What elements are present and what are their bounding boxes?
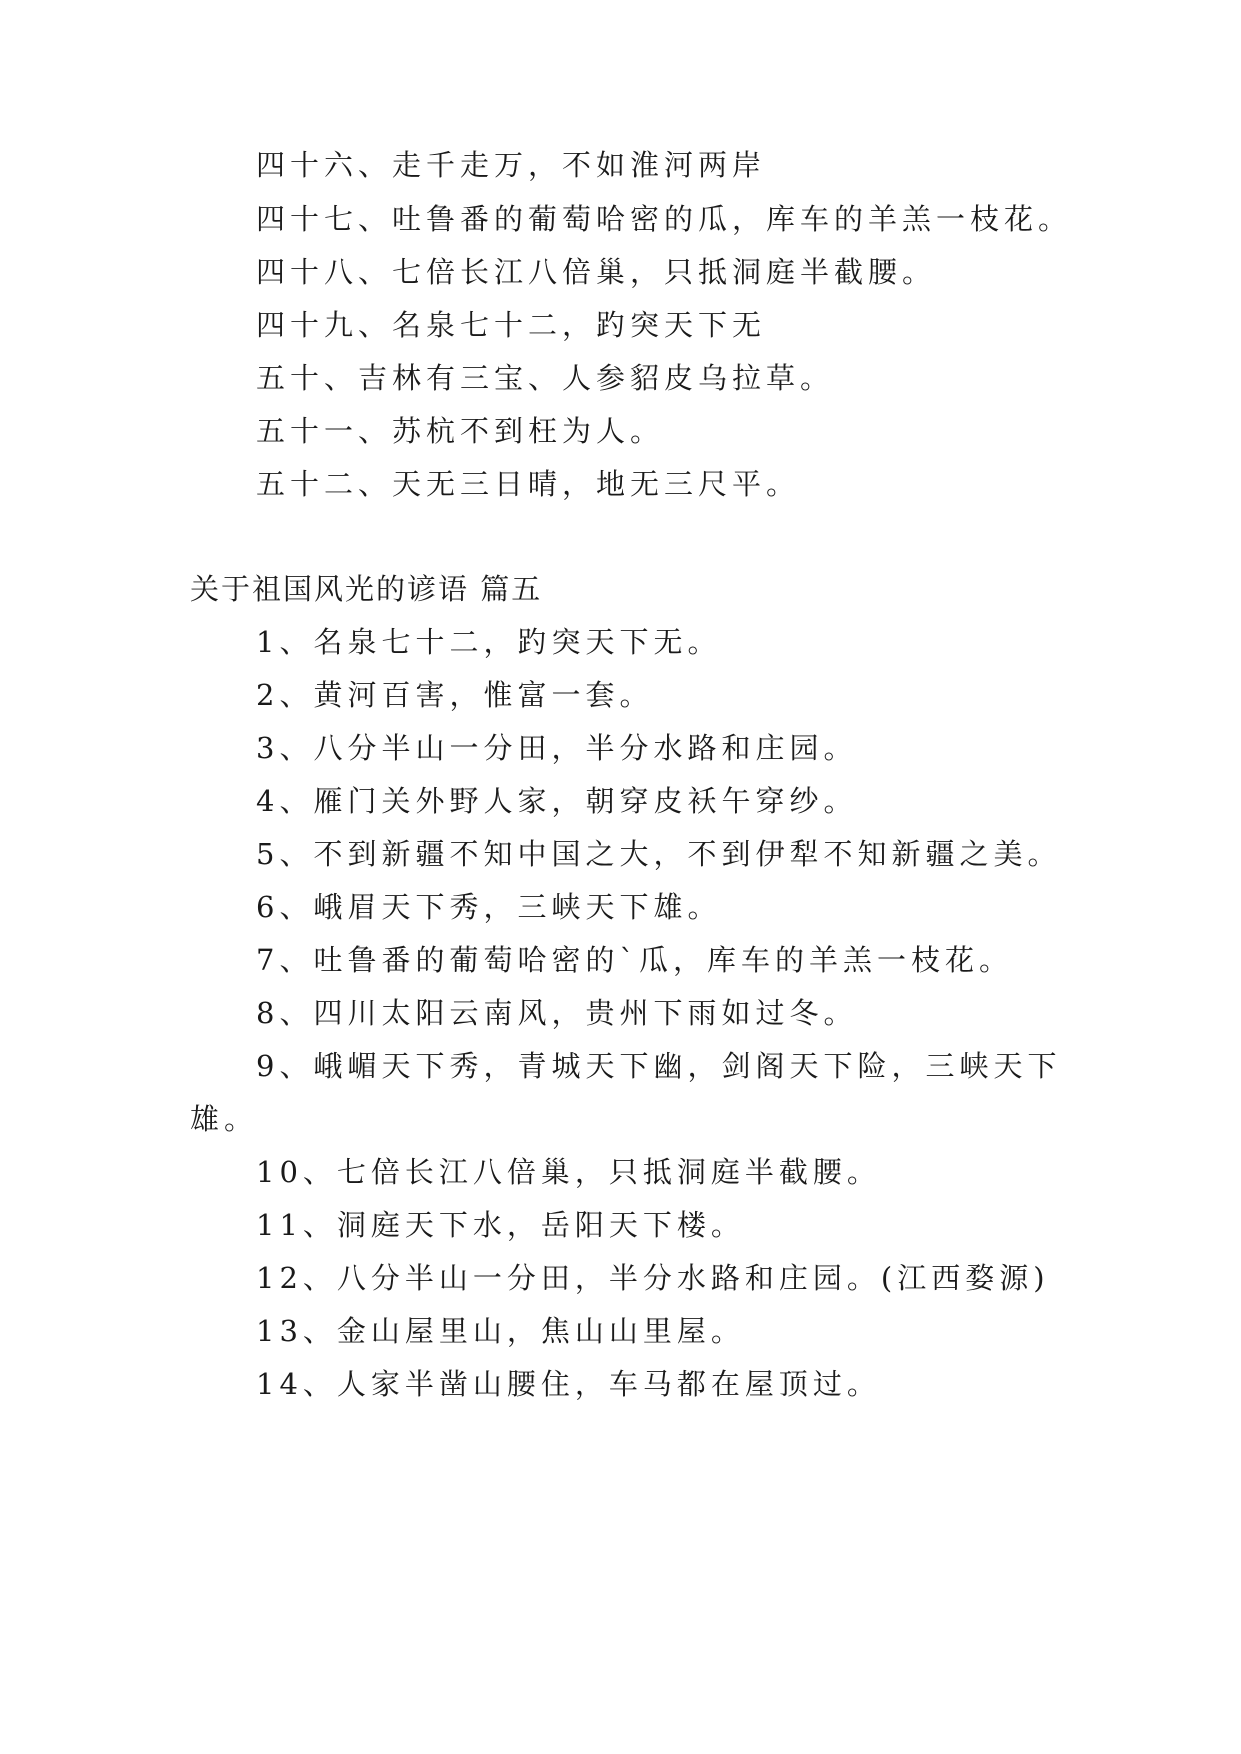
proverb-item-4: 4、雁门关外野人家，朝穿皮袄午穿纱。 (256, 784, 858, 818)
proverb-51: 五十一、苏杭不到枉为人。 (256, 414, 665, 448)
proverb-item-5: 5、不到新疆不知中国之大，不到伊犁不知新疆之美。 (256, 837, 1062, 871)
proverb-49: 四十九、名泉七十二，趵突天下无 (256, 308, 767, 342)
proverb-48: 四十八、七倍长江八倍巢，只抵洞庭半截腰。 (256, 255, 937, 289)
proverb-item-11: 11、洞庭天下水，岳阳天下楼。 (256, 1208, 745, 1242)
proverb-item-12: 12、八分半山一分田，半分水路和庄园。(江西婺源) (256, 1261, 1050, 1295)
proverb-46: 四十六、走千走万，不如淮河两岸 (256, 148, 767, 182)
proverb-50: 五十、吉林有三宝、人参貂皮乌拉草。 (256, 361, 835, 395)
proverb-item-8: 8、四川太阳云南风，贵州下雨如过冬。 (256, 996, 858, 1030)
proverb-47: 四十七、吐鲁番的葡萄哈密的瓜，库车的羊羔一枝花。 (256, 202, 1073, 236)
proverb-item-1: 1、名泉七十二，趵突天下无。 (256, 625, 722, 659)
proverb-item-13: 13、金山屋里山，焦山山里屋。 (256, 1314, 745, 1348)
proverb-item-9-continuation: 雄。 (190, 1102, 259, 1136)
proverb-item-2: 2、黄河百害，惟富一套。 (256, 678, 654, 712)
proverb-item-3: 3、八分半山一分田，半分水路和庄园。 (256, 731, 858, 765)
proverb-item-6: 6、峨眉天下秀，三峡天下雄。 (256, 890, 722, 924)
proverb-item-9: 9、峨嵋天下秀，青城天下幽，剑阁天下险，三峡天下 (256, 1049, 1062, 1083)
proverb-52: 五十二、天无三日晴，地无三尺平。 (256, 467, 801, 501)
proverb-item-14: 14、人家半凿山腰住，车马都在屋顶过。 (256, 1367, 881, 1401)
proverb-item-7: 7、吐鲁番的葡萄哈密的`瓜，库车的羊羔一枝花。 (256, 943, 1013, 977)
proverb-item-10: 10、七倍长江八倍巢，只抵洞庭半截腰。 (256, 1155, 881, 1189)
section-heading: 关于祖国风光的谚语 篇五 (190, 572, 543, 606)
